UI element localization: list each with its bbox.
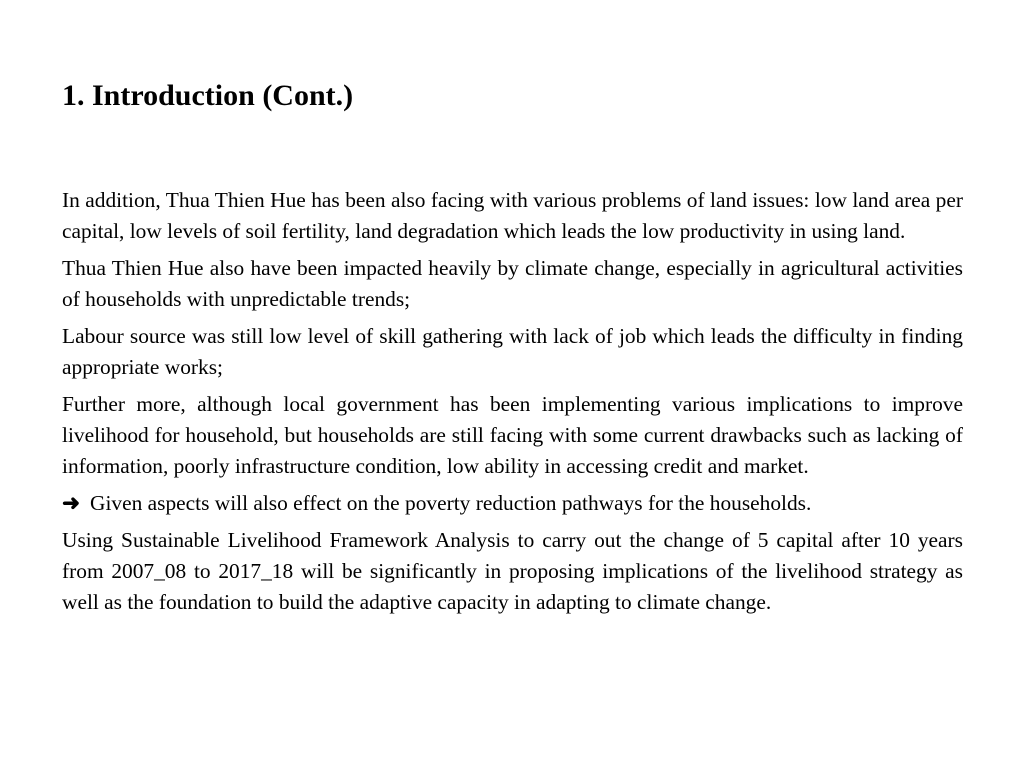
paragraph-framework-analysis: Using Sustainable Livelihood Framework Analysis to carry out the change of 5 capital after 10 years from 2007_08 to 2017_18 will be significantly in proposing implications of the livelihood strategy as well as the foundation to build the adaptive capacity in adapting to climate change. bbox=[62, 528, 963, 614]
arrow-point bbox=[62, 488, 963, 519]
paragraph-government-implications: Further more, although local government has been implementing various implications to improve livelihood for household, but households are still facing with some current drawbacks such as lacking of information, poorly infrastructure condition, low ability in accessing credit and market. bbox=[62, 392, 963, 478]
slide-body bbox=[62, 185, 963, 624]
right-arrow-icon: ➜ bbox=[62, 491, 80, 515]
slide-title: 1. Introduction (Cont.) bbox=[62, 79, 354, 112]
arrow-point-text: Given aspects will also effect on the poverty reduction pathways for the households. bbox=[90, 491, 812, 515]
paragraph-climate-change: Thua Thien Hue also have been impacted heavily by climate change, especially in agricultural activities of households with unpredictable trends; bbox=[62, 256, 963, 311]
paragraph-land-issues: In addition, Thua Thien Hue has been also facing with various problems of land issues: low land area per capital, low levels of soil fertility, land degradation which leads the low productivity in using land. bbox=[62, 188, 963, 243]
paragraph-labour-source: Labour source was still low level of skill gathering with lack of job which leads the difficulty in finding appropriate works; bbox=[62, 324, 963, 379]
